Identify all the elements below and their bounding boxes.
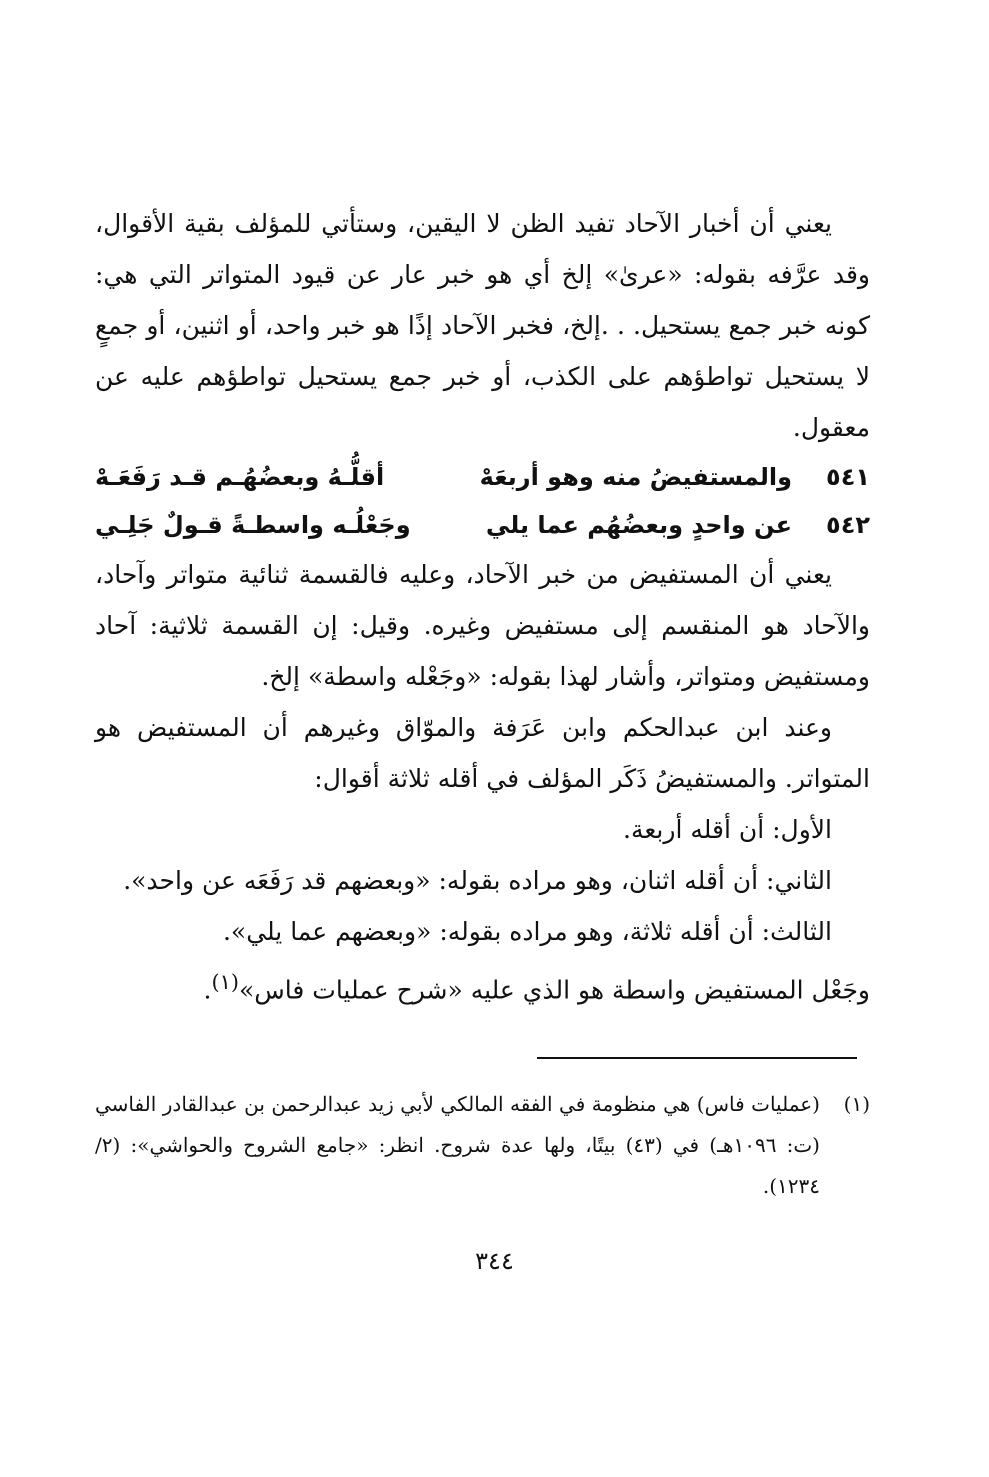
verse-number: ٥٤١ xyxy=(826,463,870,491)
verse-542 xyxy=(95,501,870,549)
footnote-text: (عمليات فاس) هي منظومة في الفقه المالكي لأبي زيد عبدالرحمن بن عبدالقادر الفاسي (ت: ١٠٩٦هـ) في (٤٣) بيتًا، ولها عدة شروح. انظر: «جامع الشروح والحواشي»: (٢/ ١٢٣٤). xyxy=(95,1092,820,1198)
verse-hemistich-second: أقلُّـهُ وبعضُهُـم قـد رَفَعَـهْ xyxy=(95,463,385,491)
paragraph-opinion-second: الثاني: أن أقله اثنان، وهو مراده بقوله: «وبعضهم قد رَفَعَه عن واحد». xyxy=(123,866,832,895)
page-body xyxy=(95,198,870,1015)
footnote-1 xyxy=(95,1084,870,1207)
verse-hemistich-second: وجَعْلُـه واسطـةً قـولٌ جَلِـي xyxy=(95,511,411,539)
paragraph-commentary-final xyxy=(95,957,870,1015)
footnote-separator xyxy=(537,1057,857,1059)
verse-number: ٥٤٢ xyxy=(826,511,870,539)
verse-hemistich-first: عن واحدٍ وبعضُهُم عما يلي xyxy=(485,511,792,539)
page-number: ٣٤٤ xyxy=(475,1247,514,1275)
footnote-marker: (١) xyxy=(843,1092,870,1116)
footnotes-section xyxy=(95,1084,870,1207)
verse-block xyxy=(95,453,870,549)
verse-541 xyxy=(95,453,870,501)
paragraph-commentary-1: يعني أن أخبار الآحاد تفيد الظن لا اليقين، وستأتي للمؤلف بقية الأقوال، وقد عرَّفه بقوله: «عرىٰ» إلخ أي هو خبر عار عن قيود المتواتر التي هي: كونه خبر جمع يستحيل. . .إلخ، فخبر الآحاد إذًا هو خبر واحد، أو اثنين، أو جمعٍ لا يستحيل تواطؤهم على الكذب، أو خبر جمع يستحيل تواطؤهم عليه عن معقول. xyxy=(95,209,870,442)
final-period: . xyxy=(203,975,212,1005)
paragraph-commentary-3: وعند ابن عبدالحكم وابن عَرَفة والموّاق وغيرهم أن المستفيض هو المتواتر. والمستفيضُ ذَكَر المؤلف في أقله ثلاثة أقوال: xyxy=(95,713,870,793)
footnote-reference[interactable]: (١) xyxy=(211,970,239,994)
paragraph-commentary-2: يعني أن المستفيض من خبر الآحاد، وعليه فالقسمة ثنائية متواتر وآحاد، والآحاد هو المنقسم إلى مستفيض وغيره. وقيل: إن القسمة ثلاثية: آحاد ومستفيض ومتواتر، وأشار لهذا بقوله: «وجَعْله واسطة» إلخ. xyxy=(95,560,870,691)
paragraph-opinion-first: الأول: أن أقله أربعة. xyxy=(623,815,832,844)
verse-hemistich-first: والمستفيضُ منه وهو أربعَهْ xyxy=(479,463,792,491)
final-sentence: وجَعْل المستفيض واسطة هو الذي عليه «شرح عمليات فاس» xyxy=(238,975,870,1005)
paragraph-opinion-third: الثالث: أن أقله ثلاثة، وهو مراده بقوله: «وبعضهم عما يلي». xyxy=(222,917,832,946)
